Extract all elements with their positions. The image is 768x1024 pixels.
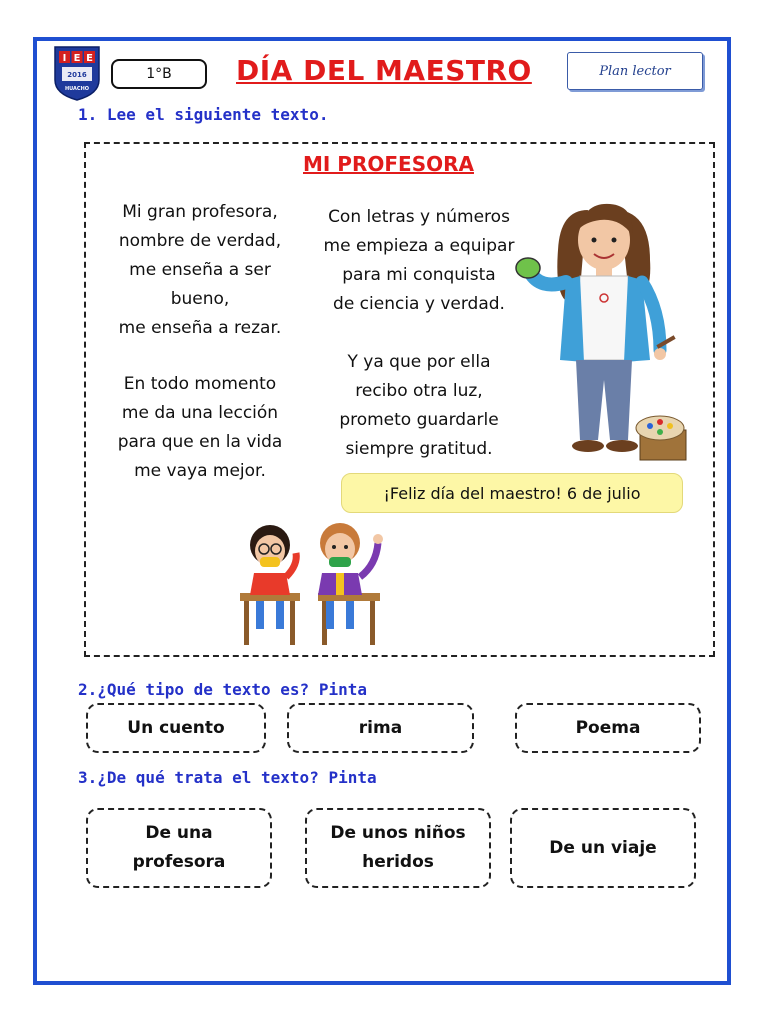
celebration-banner: ¡Feliz día del maestro! 6 de julio: [341, 473, 683, 513]
option-de-unos-ninos-heridos[interactable]: [305, 808, 491, 888]
poem-line: para mi conquista: [342, 265, 496, 285]
option-line: profesora: [132, 852, 226, 872]
poem-line: me enseña a ser: [129, 260, 271, 280]
option-rima[interactable]: rima: [287, 703, 474, 753]
page-title: DÍA DEL MAESTRO: [236, 54, 532, 87]
option-poema[interactable]: Poema: [515, 703, 701, 753]
poem-line: siempre gratitud.: [345, 439, 493, 459]
poem-line: me vaya mejor.: [134, 461, 266, 481]
option-de-una-profesora[interactable]: [86, 808, 272, 888]
question-2: 2.¿Qué tipo de texto es? Pinta: [78, 680, 367, 699]
stanza-1: [100, 198, 300, 343]
option-line: De unos niños: [330, 823, 466, 843]
teacher-illustration: [510, 190, 695, 470]
poem-line: de ciencia y verdad.: [333, 294, 505, 314]
logo-place: HUACHO: [64, 86, 90, 92]
option-de-un-viaje[interactable]: [510, 808, 696, 888]
school-logo: [52, 44, 102, 102]
poem-line: recibo otra luz,: [355, 381, 483, 401]
option-line: De un viaje: [549, 837, 657, 858]
poem-line: bueno,: [170, 289, 230, 309]
stanza-4: [308, 348, 530, 464]
logo-letter: E: [73, 53, 81, 64]
poem-line: Con letras y números: [328, 207, 510, 227]
poem-title: MI PROFESORA: [303, 152, 474, 176]
question-1: 1. Lee el siguiente texto.: [78, 105, 329, 124]
poem-line: me empieza a equipar: [323, 236, 515, 256]
poem-line: Y ya que por ella: [347, 352, 491, 372]
poem-line: para que en la vida: [117, 432, 283, 452]
poem-line: me da una lección: [121, 403, 279, 423]
option-line: De una: [145, 823, 213, 843]
logo-letter: I: [62, 53, 67, 64]
plan-lector-tag: Plan lector: [567, 52, 703, 90]
option-line: heridos: [362, 852, 434, 872]
poem-line: me enseña a rezar.: [118, 318, 282, 338]
stanza-3: [308, 203, 530, 319]
logo-year: 2016: [67, 71, 87, 79]
poem-line: Mi gran profesora,: [122, 202, 278, 222]
option-un-cuento[interactable]: Un cuento: [86, 703, 266, 753]
children-illustration: [218, 515, 398, 650]
poem-line: En todo momento: [123, 374, 277, 394]
poem-line: nombre de verdad,: [118, 231, 282, 251]
logo-letter: E: [86, 53, 93, 64]
grade-box: 1°B: [111, 59, 207, 89]
stanza-2: [100, 370, 300, 486]
question-3: 3.¿De qué trata el texto? Pinta: [78, 768, 377, 787]
poem-line: prometo guardarle: [339, 410, 499, 430]
